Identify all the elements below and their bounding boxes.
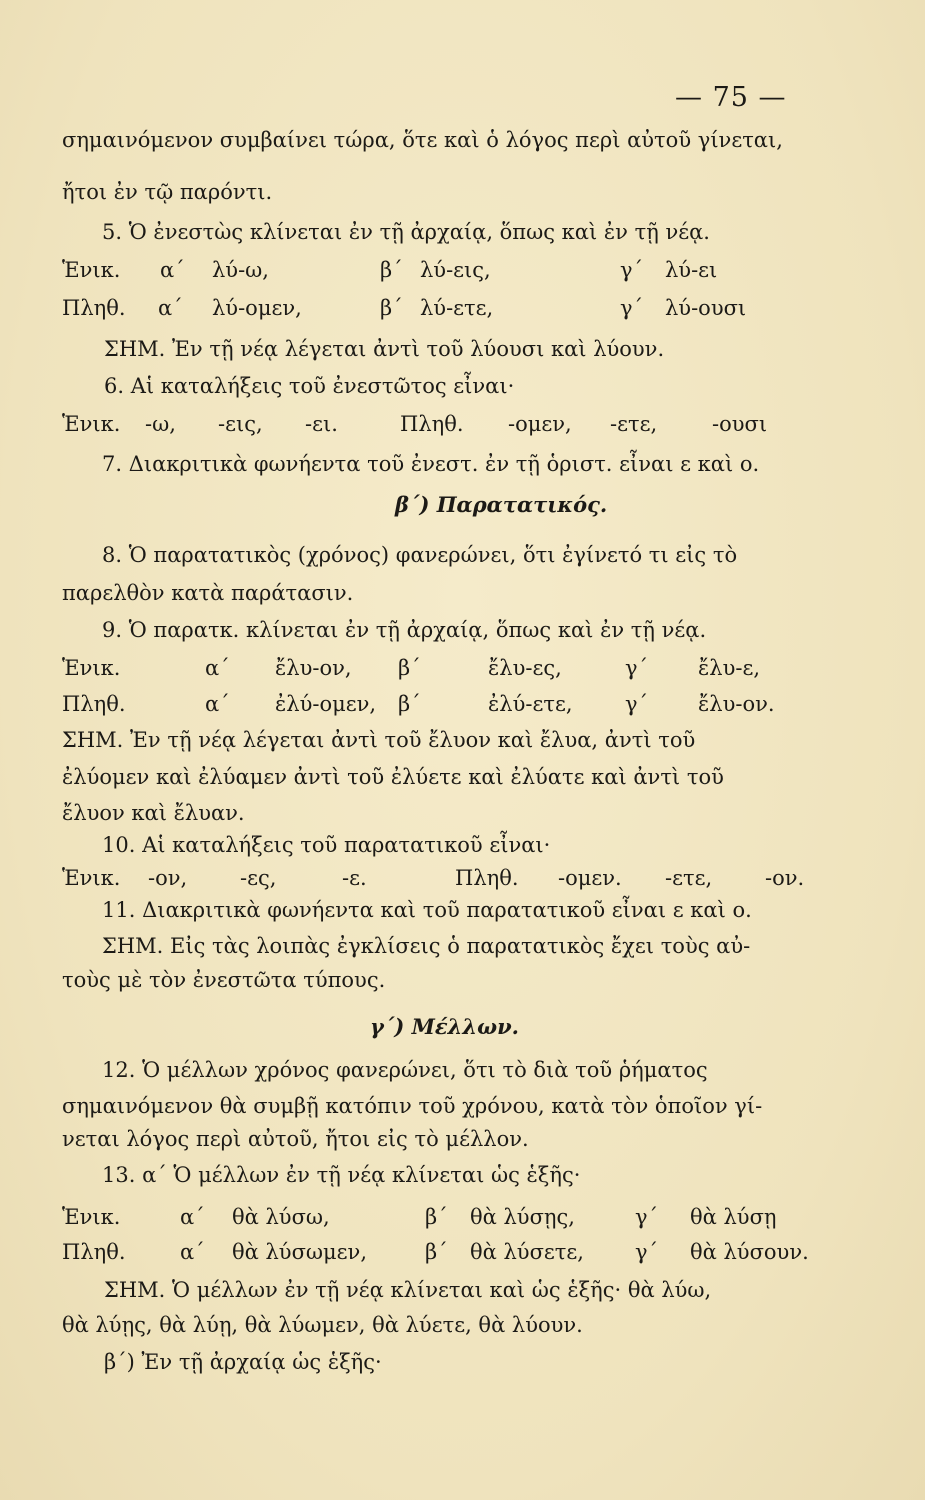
person-label: γ΄ — [625, 656, 649, 680]
person-label: γ΄ — [625, 692, 649, 716]
person-label: α΄ — [205, 656, 230, 680]
ending: -ουσι — [712, 412, 768, 436]
section-heading: γ΄) Μέλλων. — [370, 1014, 519, 1039]
number-label: Ἑνικ. — [62, 656, 121, 680]
text-line: 6. Αἱ καταλήξεις τοῦ ἐνεστῶτος εἶναι· — [104, 374, 515, 398]
text-line: ΣΗΜ. Ἐν τῇ νέᾳ λέγεται ἀντὶ τοῦ λύουσι καὶ λύουν. — [104, 337, 665, 361]
person-label: α΄ — [180, 1205, 205, 1229]
verb-form: θὰ λύσουν. — [690, 1240, 809, 1264]
text-line: σημαινόμενον συμβαίνει τώρα, ὅτε καὶ ὁ λόγος περὶ αὐτοῦ γίνεται, — [62, 128, 783, 152]
ending: -ον, — [148, 866, 188, 890]
number-label: Πληθ. — [400, 412, 464, 436]
endings-row-imperfect — [0, 866, 925, 896]
text-line: σημαινόμενον θὰ συμβῇ κατόπιν τοῦ χρόνου, κατὰ τὸν ὁποῖον γί- — [62, 1094, 763, 1118]
verb-form: θὰ λύσῃς, — [470, 1205, 575, 1229]
ending: -εις, — [218, 412, 263, 436]
text-line: 13. α΄ Ὁ μέλλων ἐν τῇ νέᾳ κλίνεται ὡς ἑξῆς· — [102, 1163, 581, 1187]
conjugation-row-future-singular — [0, 1205, 925, 1235]
number-label: Ἑνικ. — [62, 412, 121, 436]
text-line: 7. Διακριτικὰ φωνήεντα τοῦ ἐνεστ. ἐν τῇ ὁριστ. εἶναι ε καὶ ο. — [102, 452, 760, 476]
person-label: β΄ — [380, 258, 403, 282]
conjugation-row-present-singular — [0, 258, 925, 288]
person-label: γ΄ — [620, 258, 644, 282]
ending: -ει. — [305, 412, 338, 436]
text-line: τοὺς μὲ τὸν ἐνεστῶτα τύπους. — [62, 968, 386, 992]
person-label: β΄ — [398, 692, 421, 716]
text-line: 12. Ὁ μέλλων χρόνος φανερώνει, ὅτι τὸ διὰ τοῦ ῥήματος — [102, 1058, 708, 1082]
person-label: γ΄ — [635, 1205, 659, 1229]
text-line: 9. Ὁ παρατκ. κλίνεται ἐν τῇ ἀρχαίᾳ, ὅπως καὶ ἐν τῇ νέᾳ. — [102, 618, 707, 642]
verb-form: θὰ λύσετε, — [470, 1240, 584, 1264]
ending: -ομεν, — [508, 412, 572, 436]
ending: -ον. — [765, 866, 805, 890]
conjugation-row-imperfect-plural — [0, 692, 925, 722]
verb-form: λύ-ομεν, — [212, 296, 302, 320]
verb-form: θὰ λύσω, — [232, 1205, 330, 1229]
text-line: β΄) Ἐν τῇ ἀρχαίᾳ ὡς ἑξῆς· — [104, 1350, 382, 1374]
ending: -ω, — [145, 412, 176, 436]
verb-form: λύ-εις, — [420, 258, 491, 282]
conjugation-row-present-plural — [0, 296, 925, 326]
number-label: Ἑνικ. — [62, 866, 121, 890]
text-line: ἐλύομεν καὶ ἐλύαμεν ἀντὶ τοῦ ἐλύετε καὶ ἐλύατε καὶ ἀντὶ τοῦ — [62, 765, 724, 789]
page-number: — 75 — — [675, 82, 787, 113]
number-label: Ἑνικ. — [62, 258, 121, 282]
person-label: α΄ — [158, 296, 183, 320]
text-line: παρελθὸν κατὰ παράτασιν. — [62, 581, 354, 605]
verb-form: θὰ λύσῃ — [690, 1205, 777, 1229]
conjugation-row-imperfect-singular — [0, 656, 925, 686]
number-label: Πληθ. — [62, 1240, 126, 1264]
text-line: 8. Ὁ παρατατικὸς (χρόνος) φανερώνει, ὅτι ἐγίνετό τι εἰς τὸ — [102, 543, 738, 567]
person-label: α΄ — [205, 692, 230, 716]
text-line: 5. Ὁ ἐνεστὼς κλίνεται ἐν τῇ ἀρχαίᾳ, ὅπως καὶ ἐν τῇ νέᾳ. — [102, 220, 710, 244]
text-line: νεται λόγος περὶ αὐτοῦ, ἤτοι εἰς τὸ μέλλον. — [62, 1127, 529, 1151]
ending: -ετε, — [610, 412, 658, 436]
ending: -ε. — [342, 866, 367, 890]
text-line: ΣΗΜ. Εἰς τὰς λοιπὰς ἐγκλίσεις ὁ παρατατικὸς ἔχει τοὺς αὐ- — [102, 934, 751, 958]
section-heading: β΄) Παρατατικός. — [395, 492, 608, 517]
ending: -ετε, — [665, 866, 713, 890]
ending: -ομεν. — [558, 866, 622, 890]
person-label: γ΄ — [620, 296, 644, 320]
verb-form: ἐλύ-ομεν, — [275, 692, 377, 716]
person-label: β΄ — [425, 1205, 448, 1229]
verb-form: λύ-ει — [665, 258, 718, 282]
person-label: γ΄ — [635, 1240, 659, 1264]
number-label: Πληθ. — [62, 296, 126, 320]
text-line: 11. Διακριτικὰ φωνήεντα καὶ τοῦ παρατατικοῦ εἶναι ε καὶ ο. — [102, 898, 752, 922]
person-label: α΄ — [180, 1240, 205, 1264]
verb-form: λύ-ουσι — [665, 296, 747, 320]
verb-form: ἔλυ-ον. — [698, 692, 775, 716]
verb-form: ἔλυ-ε, — [698, 656, 760, 680]
verb-form: ἐλύ-ετε, — [488, 692, 573, 716]
verb-form: θὰ λύσωμεν, — [232, 1240, 368, 1264]
verb-form: ἔλυ-ες, — [488, 656, 562, 680]
person-label: α΄ — [160, 258, 185, 282]
text-line: 10. Αἱ καταλήξεις τοῦ παρατατικοῦ εἶναι· — [102, 833, 551, 857]
text-line: ΣΗΜ. Ἐν τῇ νέᾳ λέγεται ἀντὶ τοῦ ἔλυον καὶ ἔλυα, ἀντὶ τοῦ — [62, 728, 696, 752]
text-line: ἔλυον καὶ ἔλυαν. — [62, 801, 245, 825]
endings-row-present — [0, 412, 925, 442]
person-label: β΄ — [380, 296, 403, 320]
text-line: ΣΗΜ. Ὁ μέλλων ἐν τῇ νέᾳ κλίνεται καὶ ὡς ἑξῆς· θὰ λύω, — [104, 1278, 712, 1302]
number-label: Ἑνικ. — [62, 1205, 121, 1229]
text-line: ἤτοι ἐν τῷ παρόντι. — [62, 180, 273, 204]
conjugation-row-future-plural — [0, 1240, 925, 1270]
number-label: Πληθ. — [62, 692, 126, 716]
verb-form: ἔλυ-ον, — [275, 656, 352, 680]
number-label: Πληθ. — [455, 866, 519, 890]
person-label: β΄ — [425, 1240, 448, 1264]
ending: -ες, — [240, 866, 277, 890]
verb-form: λύ-ετε, — [420, 296, 494, 320]
verb-form: λύ-ω, — [212, 258, 269, 282]
text-line: θὰ λύῃς, θὰ λύῃ, θὰ λύωμεν, θὰ λύετε, θὰ λύουν. — [62, 1313, 583, 1337]
person-label: β΄ — [398, 656, 421, 680]
